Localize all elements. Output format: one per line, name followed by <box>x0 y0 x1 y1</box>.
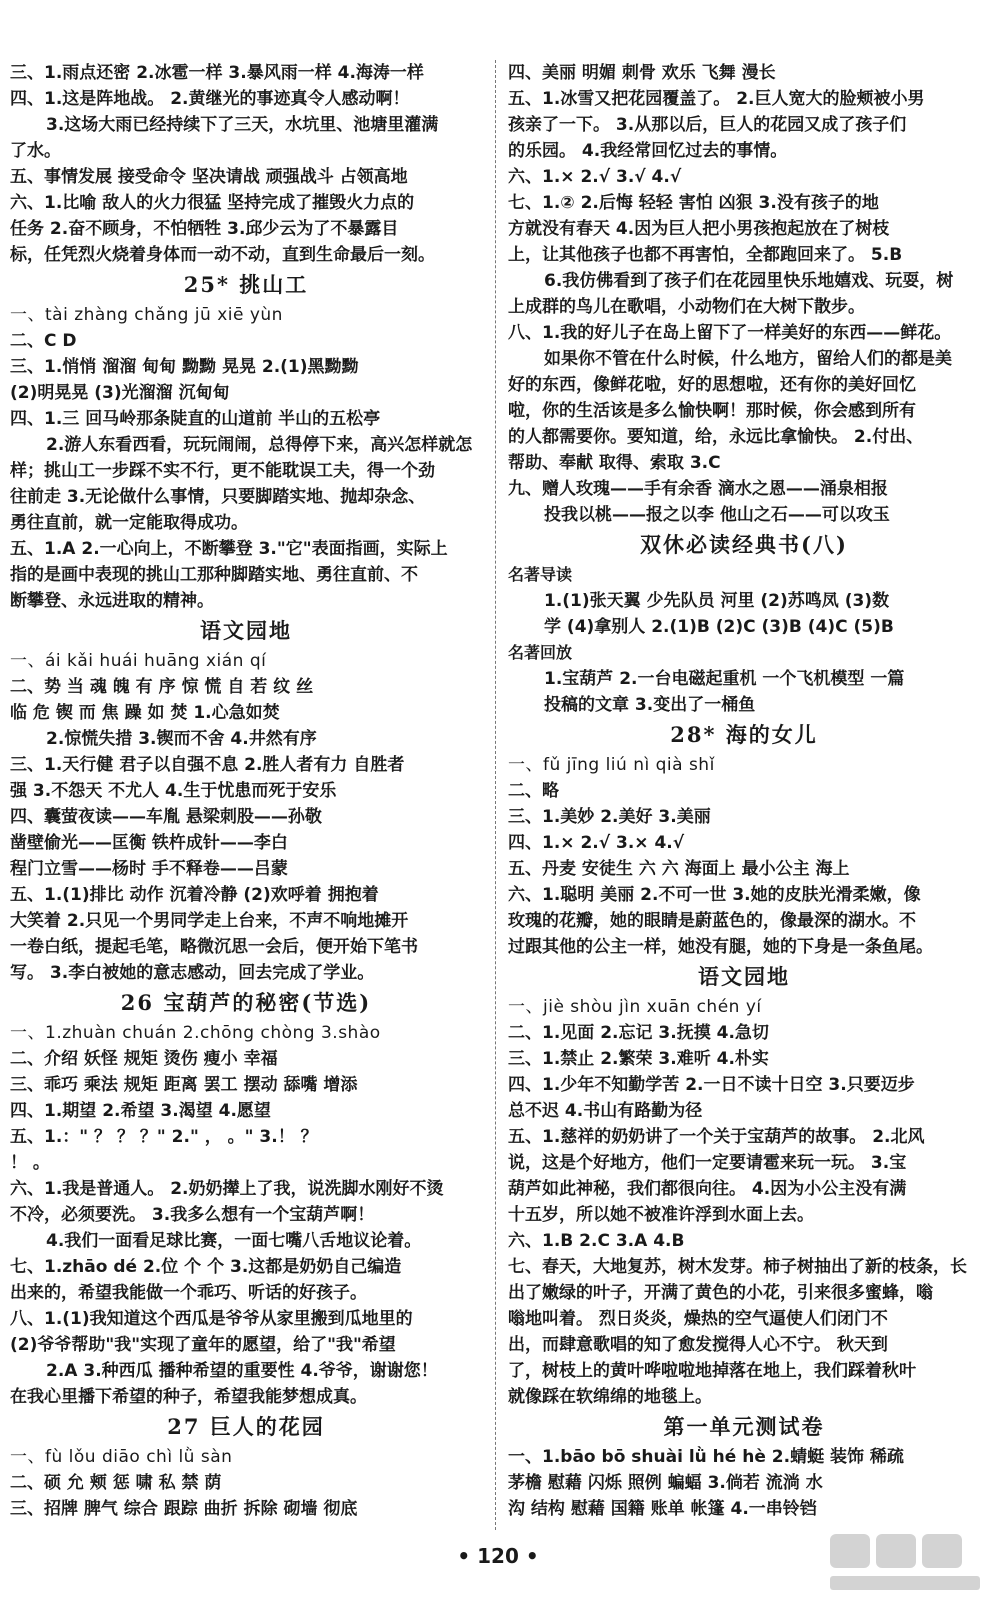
answer-line: 任务 2.奋不顾身，不怕牺牲 3.邱少云为了不暴露目 <box>10 219 399 239</box>
answer-line: 六、1.比喻 敌人的火力很猛 坚持完成了摧毁火力点的 <box>10 193 415 213</box>
answer-line: 六、1.× 2.√ 3.√ 4.√ <box>508 167 682 187</box>
answer-line: 勇往直前，就一定能取得成功。 <box>10 513 248 533</box>
answer-line: 过跟其他的公主一样，她没有腿，她的下身是一条鱼尾。 <box>508 937 933 957</box>
answer-line: 三、1.天行健 君子以自强不息 2.胜人者有力 自胜者 <box>10 755 405 775</box>
answer-line: 四、1.三 回马岭那条陡直的山道前 半山的五松亭 <box>10 409 381 429</box>
answer-line: 1.宝葫芦 2.一台电磁起重机 一个飞机模型 一篇 <box>544 669 905 689</box>
page-number: • 120 • <box>457 1544 539 1568</box>
answer-line: 啦，你的生活该是多么愉快啊！那时候，你会感到所有 <box>508 401 916 421</box>
answer-line: 不冷，必须要洗。 3.我多么想有一个宝葫芦啊！ <box>10 1205 375 1225</box>
answer-line: 4.我们一面看足球比赛，一面七嘴八舌地议论着。 <box>46 1231 422 1251</box>
section-heading: 语文园地 <box>698 964 790 989</box>
answer-line: 好的东西，像鲜花啦，好的思想啦，还有你的美好回忆 <box>508 375 916 395</box>
answer-line: 四、囊萤夜读——车胤 悬梁刺股——孙敬 <box>10 807 322 827</box>
answer-line: 学 (4)拿别人 2.(1)B (2)C (3)B (4)C (5)B <box>544 617 894 637</box>
answer-line: 指的是画中表现的挑山工那种脚踏实地、勇往直前、不 <box>10 565 418 585</box>
answer-line: 2.游人东看西看，玩玩闹闹，总得停下来，高兴怎样就怎 <box>46 435 473 455</box>
answer-line: 玫瑰的花瓣，她的眼睛是蔚蓝色的，像最深的湖水。不 <box>508 911 916 931</box>
column-divider <box>495 60 496 1530</box>
answer-line: 七、春天，大地复苏，树木发芽。柿子树抽出了新的枝条，长 <box>508 1257 967 1277</box>
answer-line: 二、C D <box>10 331 77 351</box>
answer-line: 3.这场大雨已经持续下了三天，水坑里、池塘里灌满 <box>46 115 439 135</box>
answer-line: 总不迟 4.书山有路勤为径 <box>508 1101 703 1121</box>
answer-line: 六、1.我是普通人。 2.奶奶撵上了我，说洗脚水刚好不烫 <box>10 1179 444 1199</box>
answer-line: 的人都需要你。要知道，给，永远比拿愉快。 2.付出、 <box>508 427 924 447</box>
answer-line: 六、1.B 2.C 3.A 4.B <box>508 1231 685 1251</box>
answer-line: 五、事情发展 接受命令 坚决请战 顽强战斗 占领高地 <box>10 167 408 187</box>
section-heading: 语文园地 <box>200 618 292 643</box>
section-heading: 25* 挑山工 <box>183 272 309 297</box>
answer-line: 方就没有春天 4.因为巨人把小男孩抱起放在了树枝 <box>508 219 890 239</box>
answer-line: 了，树枝上的黄叶哗啦啦地掉落在地上，我们踩着秋叶 <box>508 1361 916 1381</box>
answer-line: 上成群的鸟儿在歌唱，小动物们在大树下散步。 <box>508 297 865 317</box>
answer-line: 七、1.② 2.后悔 轻轻 害怕 凶狠 3.没有孩子的地 <box>508 193 879 213</box>
answer-line: 一、1.zhuàn chuán 2.chōng chòng 3.shào <box>10 1023 381 1043</box>
answer-line: 就像踩在软绵绵的地毯上。 <box>508 1387 712 1407</box>
right-column <box>508 60 980 1522</box>
answer-line: 茅檐 慰藉 闪烁 照例 蝙蝠 3.倘若 流淌 水 <box>508 1473 823 1493</box>
answer-line: 临 危 锲 而 焦 躁 如 焚 1.心急如焚 <box>10 703 280 723</box>
answer-line: 强 3.不怨天 不尤人 4.生于忧患而死于安乐 <box>10 781 337 801</box>
answer-line: 七、1.zhāo dé 2.位 个 个 3.这都是奶奶自己编造 <box>10 1257 402 1277</box>
section-heading: 26 宝葫芦的秘密(节选) <box>120 990 372 1015</box>
answer-line: 三、招牌 脾气 综合 跟踪 曲折 拆除 砌墙 彻底 <box>10 1499 358 1519</box>
answer-line: 写。 3.李白被她的意志感动，回去完成了学业。 <box>10 963 375 983</box>
answer-line: 四、1.期望 2.希望 3.渴望 4.愿望 <box>10 1101 271 1121</box>
answer-line: 凿壁偷光——匡衡 铁杵成针——李白 <box>10 833 288 853</box>
answer-line: 一、1.bāo bō shuài lǜ hé hè 2.蜻蜓 装饰 稀疏 <box>508 1447 904 1467</box>
answer-line: 样；挑山工一步踩不实不行，更不能耽误工夫，得一个劲 <box>10 461 435 481</box>
answer-line: 四、美丽 明媚 刺骨 欢乐 飞舞 漫长 <box>508 63 776 83</box>
answer-line: 往前走 3.无论做什么事情，只要脚踏实地、抛却杂念、 <box>10 487 426 507</box>
subsection-heading: 名著导读 <box>508 565 573 584</box>
section-heading: 28* 海的女儿 <box>670 722 818 747</box>
answer-line: 四、1.× 2.√ 3.× 4.√ <box>508 833 685 853</box>
answer-line: 一、tài zhàng chǎng jū xiē yùn <box>10 305 283 325</box>
answer-line: 一、jiè shòu jìn xuān chén yí <box>508 997 762 1017</box>
answer-line: 沟 结构 慰藉 国籍 账单 帐篷 4.一串铃铛 <box>508 1499 817 1519</box>
answer-line: 在我心里播下希望的种子，希望我能梦想成真。 <box>10 1387 367 1407</box>
answer-line: 1.(1)张天翼 少先队员 河里 (2)苏鸣凤 (3)数 <box>544 591 890 611</box>
answer-line: 八、1.(1)我知道这个西瓜是爷爷从家里搬到瓜地里的 <box>10 1309 413 1329</box>
answer-line: 投稿的文章 3.变出了一桶鱼 <box>544 695 756 715</box>
answer-line: 嗡地叫着。 烈日炎炎，燥热的空气逼使人们闭门不 <box>508 1309 888 1329</box>
answer-line: 葫芦如此神秘，我们都很向往。 4.因为小公主没有满 <box>508 1179 907 1199</box>
answer-line: 五、1.：" ？ ？ ？" 2." ， 。" 3.！ ？ <box>10 1127 318 1147</box>
answer-line: 上，让其他孩子也都不再害怕，全都跑回来了。 5.B <box>508 245 903 265</box>
section-heading: 双休必读经典书(八) <box>640 532 848 557</box>
answer-line: 出，而肆意歌唱的知了愈发搅得人心不宁。 秋天到 <box>508 1335 888 1355</box>
subsection-heading: 名著回放 <box>508 643 573 662</box>
answer-line: 三、1.雨点还密 2.冰雹一样 3.暴风雨一样 4.海涛一样 <box>10 63 424 83</box>
section-heading: 27 巨人的花园 <box>167 1414 325 1439</box>
answer-line: 九、赠人玫瑰——手有余香 滴水之恩——涌泉相报 <box>508 479 888 499</box>
answer-line: 十五岁，所以她不被准许浮到水面上去。 <box>508 1205 814 1225</box>
answer-line: 五、1.慈祥的奶奶讲了一个关于宝葫芦的故事。 2.北风 <box>508 1127 925 1147</box>
answer-line: 大笑着 2.只见一个男同学走上台来，不声不响地摊开 <box>10 911 409 931</box>
answer-line: 说，这是个好地方，他们一定要请雹来玩一玩。 3.宝 <box>508 1153 907 1173</box>
answer-line: 三、1.悄悄 溜溜 甸甸 黝黝 晃晃 2.(1)黑黝黝 <box>10 357 359 377</box>
answer-line: 五、1.冰雪又把花园覆盖了。 2.巨人宽大的脸颊被小男 <box>508 89 925 109</box>
answer-line: 二、介绍 妖怪 规矩 烫伤 瘦小 幸福 <box>10 1049 278 1069</box>
answer-line: (2)明晃晃 (3)光溜溜 沉甸甸 <box>10 383 230 403</box>
answer-line: 六、1.聪明 美丽 2.不可一世 3.她的皮肤光滑柔嫩，像 <box>508 885 921 905</box>
answer-line: 了水。 <box>10 141 61 161</box>
answer-line: 一、fù lǒu diāo chì lǜ sàn <box>10 1447 233 1467</box>
answer-line: 八、1.我的好儿子在岛上留下了一样美好的东西——鲜花。 <box>508 323 952 343</box>
answer-line: 五、1.A 2.一心向上，不断攀登 3."它"表面指画，实际上 <box>10 539 448 559</box>
left-column <box>10 60 482 1522</box>
answer-line: 二、略 <box>508 781 559 801</box>
answer-line: 五、1.(1)排比 动作 沉着冷静 (2)欢呼着 拥抱着 <box>10 885 379 905</box>
answer-line: 如果你不管在什么时候，什么地方，留给人们的都是美 <box>544 349 952 369</box>
answer-line: 的乐园。 4.我经常回忆过去的事情。 <box>508 141 788 161</box>
answer-line: 6.我仿佛看到了孩子们在花园里快乐地嬉戏、玩耍，树 <box>544 271 954 291</box>
watermark-logo <box>828 1530 988 1594</box>
answer-line: 三、1.美妙 2.美好 3.美丽 <box>508 807 711 827</box>
answer-line: 三、乖巧 乘法 规矩 距离 罢工 摆动 舔嘴 增添 <box>10 1075 358 1095</box>
answer-line: 孩亲了一下。 3.从那以后，巨人的花园又成了孩子们 <box>508 115 907 135</box>
answer-line: 二、势 当 魂 魄 有 序 惊 慌 自 若 纹 丝 <box>10 677 314 697</box>
answer-line: 一、ái kǎi huái huāng xián qí <box>10 651 267 671</box>
answer-line: 投我以桃——报之以李 他山之石——可以攻玉 <box>544 505 890 525</box>
answer-line: (2)爷爷帮助"我"实现了童年的愿望，给了"我"希望 <box>10 1335 396 1355</box>
answer-line: 一、fǔ jīng liú nì qià shǐ <box>508 755 715 775</box>
answer-line: 四、1.少年不知勤学苦 2.一日不读十日空 3.只要迈步 <box>508 1075 915 1095</box>
answer-line: 2.惊慌失措 3.锲而不舍 4.井然有序 <box>46 729 317 749</box>
answer-line: 五、丹麦 安徒生 六 六 海面上 最小公主 海上 <box>508 859 850 879</box>
answer-line: 三、1.禁止 2.繁荣 3.难听 4.朴实 <box>508 1049 769 1069</box>
answer-line: 二、1.见面 2.忘记 3.抚摸 4.急切 <box>508 1023 769 1043</box>
answer-line: 帮助、奉献 取得、索取 3.C <box>508 453 721 473</box>
answer-line: 出来的，希望我能做一个乖巧、听话的好孩子。 <box>10 1283 367 1303</box>
section-heading: 第一单元测试卷 <box>663 1414 825 1439</box>
answer-line: 出了嫩绿的叶子，开满了黄色的小花，引来很多蜜蜂，嗡 <box>508 1283 933 1303</box>
answer-line: 程门立雪——杨时 手不释卷——吕蒙 <box>10 859 288 879</box>
answer-line: 断攀登、永远进取的精神。 <box>10 591 214 611</box>
answer-line: 标，任凭烈火烧着身体而一动不动，直到生命最后一刻。 <box>10 245 435 265</box>
answer-line: 四、1.这是阵地战。 2.黄继光的事迹真令人感动啊！ <box>10 89 410 109</box>
answer-line: 2.A 3.种西瓜 播种希望的重要性 4.爷爷，谢谢您！ <box>46 1361 438 1381</box>
answer-line: ！ 。 <box>10 1153 50 1173</box>
answer-line: 二、硕 允 颊 惩 啸 私 禁 荫 <box>10 1473 222 1493</box>
answer-line: 一卷白纸，提起毛笔，略微沉思一会后，便开始下笔书 <box>10 937 418 957</box>
